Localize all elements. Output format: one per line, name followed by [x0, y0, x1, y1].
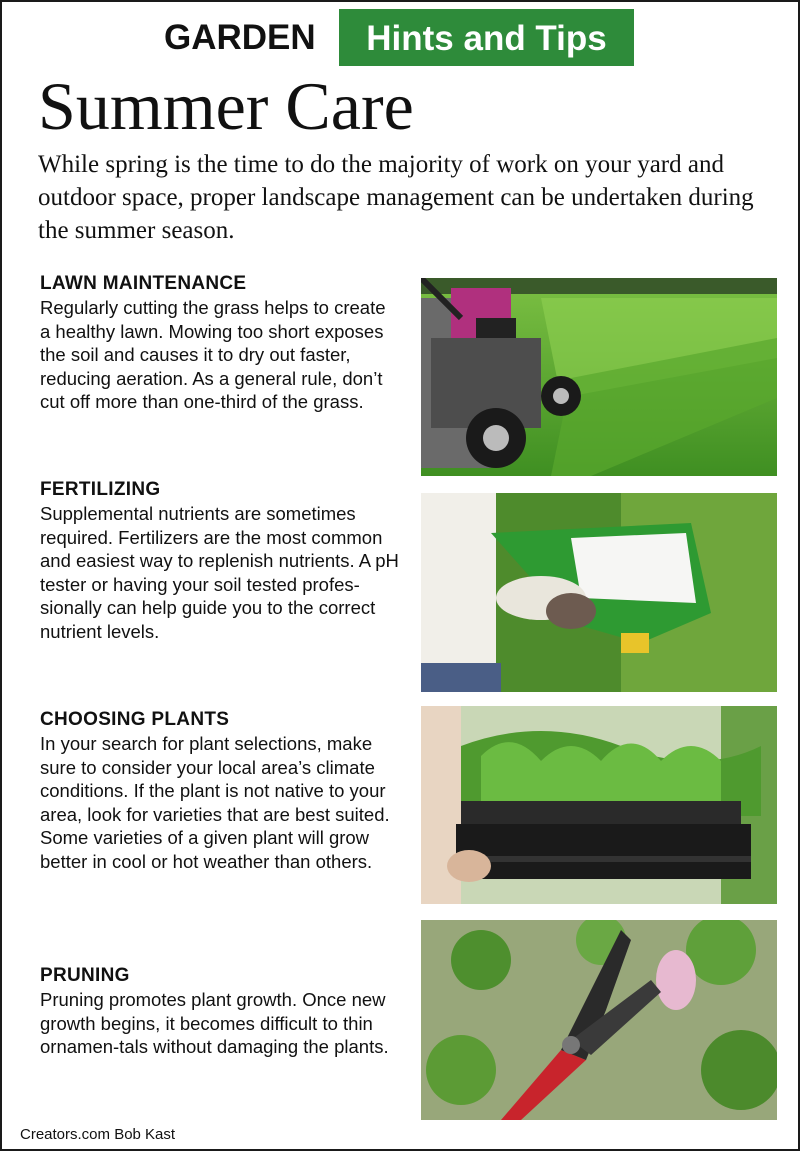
section-heading: LAWN MAINTENANCE	[40, 273, 247, 294]
section-choosing-plants	[40, 708, 400, 873]
section-heading: PRUNING	[40, 965, 130, 986]
header	[2, 6, 800, 66]
page-title: Summer Care	[38, 68, 414, 144]
pruning-shears-photo	[421, 920, 777, 1120]
header-garden-label: GARDEN	[164, 18, 316, 57]
lawn-mower-photo	[421, 278, 777, 476]
section-body: Pruning promotes plant growth. Once new growth begins, it becomes difficult to thin ornamen-tals without damaging the plants.	[40, 989, 389, 1057]
section-fertilizing	[40, 478, 400, 643]
seedling-tray-photo	[421, 706, 777, 904]
section-heading: FERTILIZING	[40, 479, 161, 500]
section-lawn-maintenance	[40, 272, 400, 414]
section-body: Regularly cutting the grass helps to create a healthy lawn. Mowing too short exposes the soil and causes it to dry out faster, reducing aeration. As a general rule, don’t cut off more than one-third of the grass.	[40, 297, 386, 412]
header-tips-banner	[339, 9, 634, 66]
section-body: In your search for plant selections, make sure to consider your local area’s climate conditions. If the plant is not native to your area, look for varieties that are best suited. Some varieties of a given plant will grow better in cool or hot weather than others.	[40, 733, 390, 872]
intro-paragraph: While spring is the time to do the majority of work on your yard and outdoor space, proper landscape management can be undertaken during the summer season.	[38, 151, 754, 244]
section-body: Supplemental nutrients are sometimes required. Fertilizers are the most common and easiest way to replenish nutrients. A pH tester or having your soil tested profes-sionally can help guide you to the correct nutrient levels.	[40, 503, 399, 642]
section-pruning	[40, 964, 400, 1059]
header-tips-label: Hints and Tips	[366, 19, 607, 58]
fertilizer-spreader-photo	[421, 493, 777, 692]
photo-credit: Creators.com Bob Kast	[20, 1126, 176, 1143]
section-heading: CHOOSING PLANTS	[40, 709, 230, 730]
